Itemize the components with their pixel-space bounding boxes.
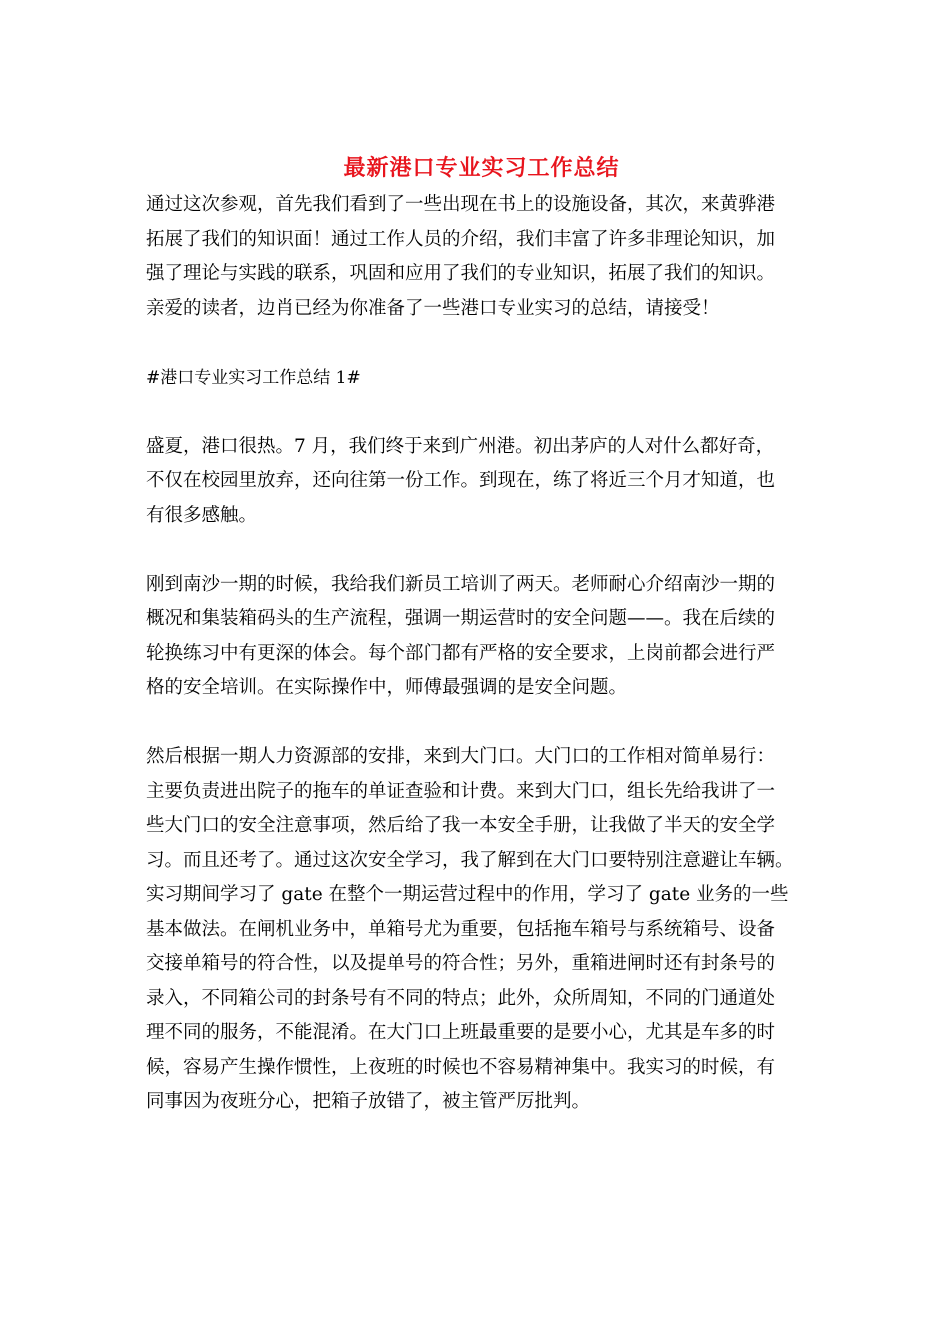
text-line: 拓展了我们的知识面！通过工作人员的介绍，我们丰富了许多非理论知识，加: [146, 228, 776, 250]
text-line: 轮换练习中有更深的体会。每个部门都有严格的安全要求，上岗前都会进行严: [146, 642, 776, 664]
text-line: 主要负责进出院子的拖车的单证查验和计费。来到大门口，组长先给我讲了一: [146, 780, 776, 802]
document-title: 最新港口专业实习工作总结: [343, 156, 620, 181]
text-line: 通过这次参观，首先我们看到了一些出现在书上的设施设备，其次，来黄骅港: [146, 194, 776, 215]
text-line: 同事因为夜班分心，把箱子放错了，被主管严厉批判。: [146, 1091, 591, 1112]
text-line: 理不同的服务，不能混淆。在大门口上班最重要的是要小心，尤其是车多的时: [146, 1022, 776, 1043]
text-line: 格的安全培训。在实际操作中，师傅最强调的是安全问题。: [146, 677, 628, 698]
text-line: 刚到南沙一期的时候，我给我们新员工培训了两天。老师耐心介绍南沙一期的: [146, 573, 776, 595]
text-line: 候，容易产生操作惯性，上夜班的时候也不容易精神集中。我实习的时候，有: [146, 1056, 776, 1078]
document-page: [146, 150, 811, 1120]
body-paragraph-2: [146, 568, 811, 706]
text-line: 些大门口的安全注意事项，然后给了我一本安全手册，让我做了半天的安全学: [146, 815, 776, 836]
text-line: 盛夏，港口很热。7 月，我们终于来到广州港。初出茅庐的人对什么都好奇，: [146, 435, 775, 457]
text-line: 概况和集装箱码头的生产流程，强调一期运营时的安全问题——。我在后续的: [146, 608, 776, 629]
text-line: 交接单箱号的符合性，以及提单号的符合性；另外，重箱进闸时还有封条号的: [146, 953, 776, 974]
text-line: 不仅在校园里放弃，还向往第一份工作。到现在，练了将近三个月才知道，也: [146, 470, 776, 491]
section-heading: #港口专业实习工作总结 1#: [146, 367, 361, 388]
text-line: 然后根据一期人力资源部的安排，来到大门口。大门口的工作相对简单易行：: [146, 746, 776, 767]
text-line: 强了理论与实践的联系，巩固和应用了我们的专业知识，拓展了我们的知识。: [146, 263, 776, 284]
text-line: 基本做法。在闸机业务中，单箱号尤为重要，包括拖车箱号与系统箱号、设备: [146, 918, 776, 940]
text-line: 实习期间学习了 gate 在整个一期运营过程中的作用，学习了 gate 业务的一些: [146, 884, 789, 905]
text-line: 习。而且还考了。通过这次安全学习，我了解到在大门口要特别注意避让车辆。: [146, 849, 794, 871]
text-line: 录入，不同箱公司的封条号有不同的特点；此外，众所周知，不同的门通道处: [146, 987, 776, 1009]
intro-paragraph: [146, 188, 811, 326]
body-paragraph-3: [146, 740, 811, 1120]
text-line: 有很多感触。: [146, 504, 258, 526]
body-paragraph-1: [146, 430, 811, 534]
text-line: 亲爱的读者，边肖已经为你准备了一些港口专业实习的总结，请接受！: [146, 297, 720, 319]
